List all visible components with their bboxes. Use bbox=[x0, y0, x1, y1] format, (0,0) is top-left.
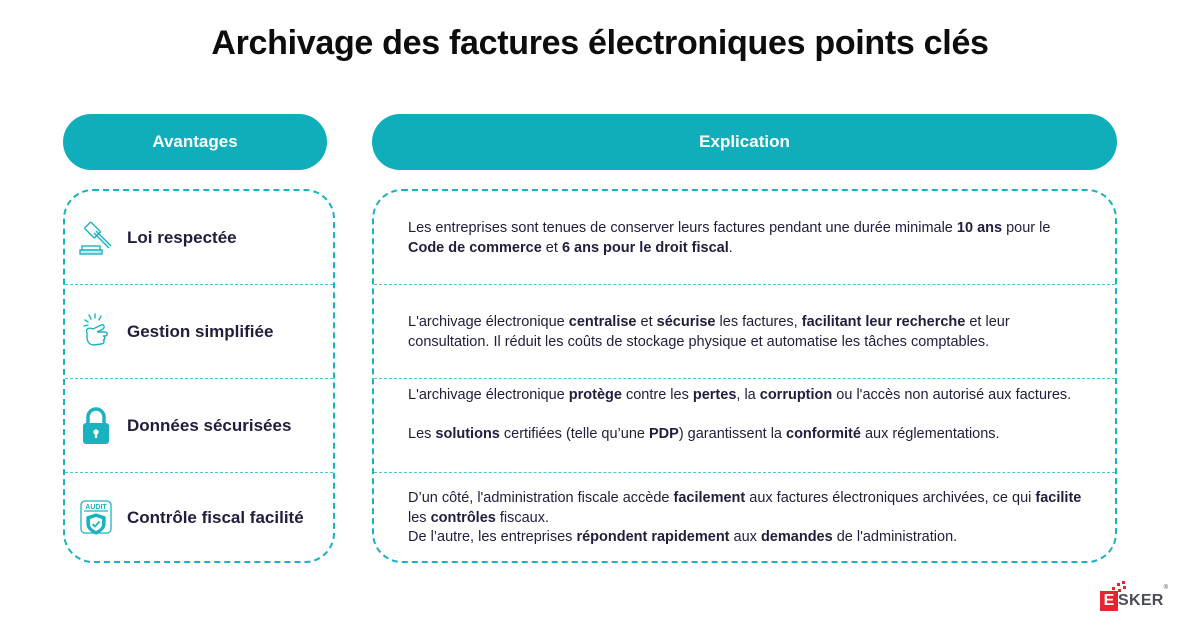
advantage-row-gestion bbox=[65, 285, 333, 379]
snapping-fingers-icon bbox=[79, 313, 113, 351]
advantages-panel bbox=[63, 189, 335, 563]
explanation-text bbox=[408, 219, 1085, 258]
advantage-label: Gestion simplifiée bbox=[127, 322, 274, 341]
logo-e-block: E bbox=[1100, 591, 1118, 611]
advantage-label: Contrôle fiscal facilité bbox=[127, 508, 304, 527]
advantage-row-loi bbox=[65, 191, 333, 285]
explanation-paragraph: L'archivage électronique centralise et sécurise les factures, facilitant leur recherche et leur consultation. Il réduit les coûts de stockage physique et automatise les tâches comptables. bbox=[408, 314, 1010, 350]
explanation-text bbox=[408, 386, 1071, 444]
logo-dots-icon bbox=[1108, 581, 1128, 593]
gavel-icon bbox=[79, 219, 113, 257]
explanation-row bbox=[374, 473, 1115, 563]
audit-shield-icon bbox=[79, 499, 113, 537]
advantage-label: Loi respectée bbox=[127, 228, 237, 247]
logo-text: SKER bbox=[1118, 592, 1164, 609]
explanation-row bbox=[374, 191, 1115, 285]
header-explication: Explication bbox=[372, 114, 1117, 170]
page-title: Archivage des factures électroniques points clés bbox=[211, 24, 989, 62]
header-avantages: Avantages bbox=[63, 114, 327, 170]
esker-logo bbox=[1100, 581, 1180, 611]
explanation-text bbox=[408, 489, 1085, 548]
explanations-panel bbox=[372, 189, 1117, 563]
explanation-row bbox=[374, 379, 1115, 473]
advantage-row-controle bbox=[65, 473, 333, 563]
logo-registered-mark: ® bbox=[1163, 585, 1169, 591]
explanation-text bbox=[408, 313, 1085, 352]
explanation-paragraph: De l’autre, les entreprises répondent rapidement aux demandes de l'administration. bbox=[408, 529, 958, 545]
explanation-paragraph: D’un côté, l'administration fiscale accède facilement aux factures électroniques archivées, ce qui facilite les contrôles fiscaux. bbox=[408, 490, 1082, 526]
advantage-label: Données sécurisées bbox=[127, 416, 292, 435]
svg-text:AUDIT: AUDIT bbox=[85, 504, 107, 511]
explanation-paragraph: Les entreprises sont tenues de conserver leurs factures pendant une durée minimale 10 ans pour le Code de commerce et 6 ans pour le droit fiscal. bbox=[408, 220, 1051, 256]
advantage-row-donnees bbox=[65, 379, 333, 473]
explanation-paragraph: Les solutions certifiées (telle qu’une PDP) garantissent la conformité aux réglementations. bbox=[408, 425, 1000, 442]
explanation-row bbox=[374, 285, 1115, 379]
explanation-paragraph: L'archivage électronique protège contre les pertes, la corruption ou l'accès non autorisé aux factures. bbox=[408, 387, 1072, 403]
padlock-icon bbox=[79, 407, 113, 445]
